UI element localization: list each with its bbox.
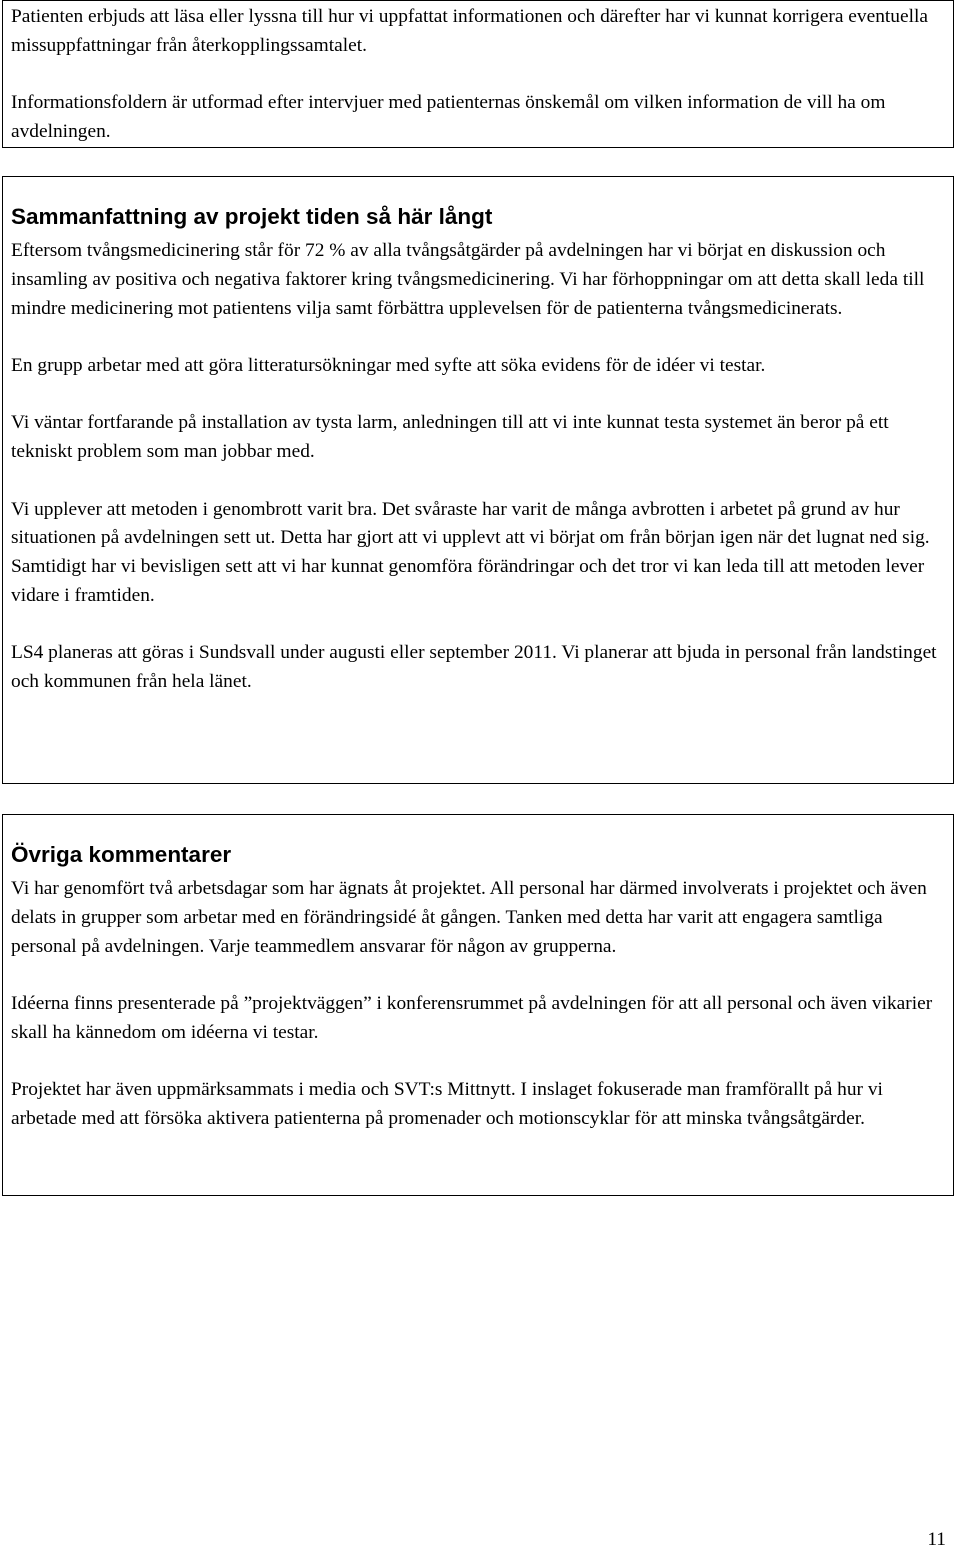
- paragraph: Idéerna finns presenterade på ”projektväggen” i konferensrummet på avdelningen för att all personal och även vikarier skall ha kännedom om idéerna vi testar.: [11, 992, 933, 1043]
- paragraph: Projektet har även uppmärksammats i media och SVT:s Mittnytt. I inslaget fokuserade man framförallt på hur vi arbetade med att försöka aktivera patienterna på promenader och motionscyklar för att minska tvångsåtgärder.: [11, 1079, 883, 1129]
- section-heading: Övriga kommentarer: [11, 842, 232, 867]
- paragraph: Vi har genomfört två arbetsdagar som har ägnats åt projektet. All personal har därmed involverats i projektet och även delats in grupper som arbetar med en förändringsidé åt gången. Tanken med detta har varit att engagera samtliga personal på avdelningen. Varje teammedlem ansvarar för någon av grupperna.: [11, 878, 927, 957]
- other-comments-section: [2, 814, 954, 1196]
- paragraph: En grupp arbetar med att göra litteratursökningar med syfte att söka evidens för de idéer vi testar.: [11, 354, 766, 376]
- paragraph: Vi väntar fortfarande på installation av tysta larm, anledningen till att vi inte kunnat testa systemet än beror på ett tekniskt problem som man jobbar med.: [11, 412, 889, 463]
- paragraph: Patienten erbjuds att läsa eller lyssna till hur vi uppfattat informationen och därefter har vi kunnat korrigera eventuella missuppfattningar från återkopplingssamtalet.: [11, 6, 928, 56]
- section-heading: Sammanfattning av projekt tiden så här långt: [11, 204, 493, 229]
- summary-section: [2, 176, 954, 784]
- paragraph: Eftersom tvångsmedicinering står för 72 % av alla tvångsåtgärder på avdelningen har vi börjat en diskussion och insamling av positiva och negativa faktorer kring tvångsmedicinering. Vi har förhoppningar om att detta skall leda till mindre medicinering mot patientens vilja samt förbättra upplevelsen för de patienterna tvångsmedicinerats.: [11, 240, 925, 319]
- paragraph: Vi upplever att metoden i genombrott varit bra. Det svåraste har varit de många avbrotten i arbetet på grund av hur situationen på avdelningen sett ut. Detta har gjort att vi upplevt att vi börjat om från början igen när det lugnat ned sig. Samtidigt har vi bevisligen sett att vi har kunnat genomföra förändringar och det tror vi kan leda till att metoden lever vidare i framtiden.: [11, 498, 930, 606]
- paragraph: Informationsfoldern är utformad efter intervjuer med patienternas önskemål om vilken information de vill ha om avdelningen.: [11, 92, 886, 143]
- info-box: [2, 0, 954, 148]
- page-number: 11: [927, 1529, 946, 1550]
- paragraph: LS4 planeras att göras i Sundsvall under augusti eller september 2011. Vi planerar att bjuda in personal från landstinget och kommunen från hela länet.: [11, 642, 937, 693]
